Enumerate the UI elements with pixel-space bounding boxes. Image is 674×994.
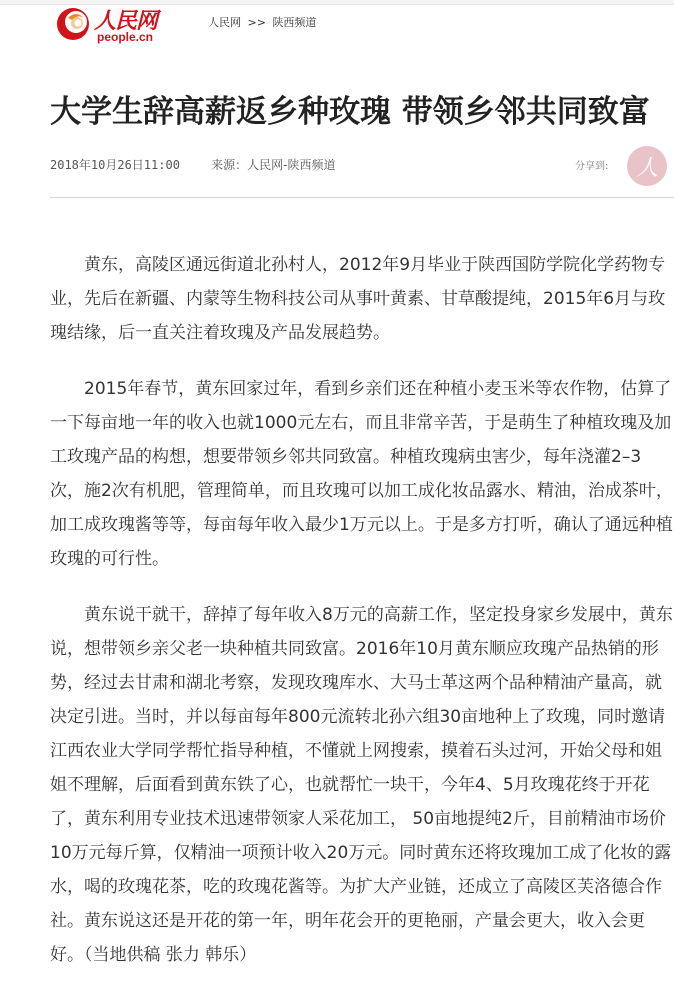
breadcrumb-item-shaanxi[interactable]: 陕西频道 — [272, 16, 317, 29]
article-paragraph: 黄东，高陵区通远街道北孙村人，2012年9月毕业于陕西国防学院化学药物专业，先后在新疆、内蒙等生物科技公司从事叶黄素、甘草酸提纯，2015年6月与玫瑰结缘，后一直关注着玫瑰及产品发展趋势。 — [50, 255, 666, 343]
breadcrumb-separator: >> — [247, 15, 266, 29]
publish-datetime: 2018年10月26日11:00 — [50, 158, 180, 172]
logo-text-en: people.cn — [97, 30, 154, 44]
people-cn-logo[interactable] — [54, 4, 158, 44]
logo-swirl-icon — [54, 4, 94, 44]
article-title: 大学生辞高薪返乡种玫瑰 带领乡邻共同致富 — [50, 94, 650, 130]
header-divider — [50, 197, 674, 198]
article-paragraph: 2015年春节，黄东回家过年，看到乡亲们还在种植小麦玉米等农作物，估算了一下每亩地一年的收入也就1000元左右，而且非常辛苦，于是萌生了种植玫瑰及加工玫瑰产品的构想，想要带领乡邻共同致富。种植玫瑰病虫害少，每年浇灌2–3次，施2次有机肥，管理简单，而且玫瑰可以加工成化妆品露水、精油，治成茶叶，加工成玫瑰酱等等，每亩每年收入最少1万元以上。于是多方打听，确认了通远种植玫瑰的可行性。 — [50, 379, 673, 569]
article-meta — [50, 156, 336, 173]
share-label: 分享到: — [575, 161, 609, 172]
article-source: 来源：人民网-陕西频道 — [211, 158, 336, 172]
people-share-icon: 人 — [635, 155, 658, 181]
article-body — [50, 248, 674, 994]
breadcrumb-item-people[interactable]: 人民网 — [208, 16, 241, 29]
logo-text-cn: 人民网 — [94, 8, 158, 34]
article-paragraph: 黄东说干就干，辞掉了每年收入8万元的高薪工作，坚定投身家乡发展中，黄东说，想带领乡亲父老一块种植共同致富。2016年10月黄东顺应玫瑰产品热销的形势，经过去甘肃和湖北考察，发现玫瑰库水、大马士革这两个品种精油产量高，就决定引进。当时，并以每亩每年800元流转北孙六组30亩地种上了玫瑰，同时邀请江西农业大学同学帮忙指导种植，不懂就上网搜索，摸着石头过河，开始父母和姐姐不理解，后面看到黄东铁了心，也就帮忙一块干，今年4、5月玫瑰花终于开花了，黄东利用专业技术迅速带领家人采花加工， 50亩地提纯2斤，目前精油市场价10万元每斤算，仅精油一项预计收入20万元。同时黄东还将玫瑰加工成了化妆的露水，喝的玫瑰花茶，吃的玫瑰花酱等。为扩大产业链，还成立了高陵区芙洛德合作社。黄东说这还是开花的第一年，明年花会开的更艳丽，产量会更大，收入会更好。（当地供稿 张力 韩乐） — [50, 605, 673, 965]
share-people-button[interactable] — [627, 146, 667, 186]
breadcrumb — [208, 14, 316, 30]
